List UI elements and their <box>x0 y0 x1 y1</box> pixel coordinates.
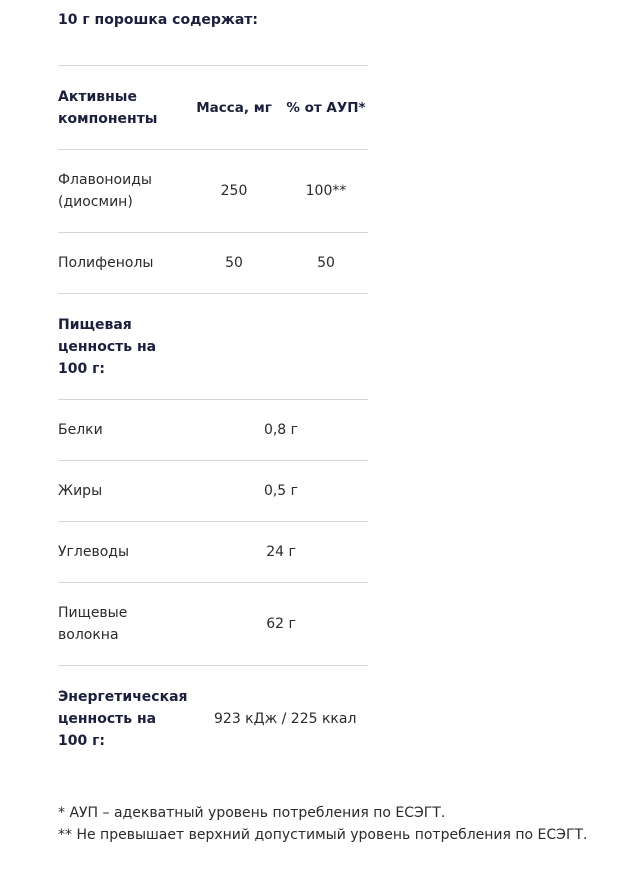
nutrient-name: Белки <box>58 422 103 438</box>
row-mass: 250 <box>220 183 248 199</box>
energy-row <box>58 665 368 771</box>
table-row <box>58 460 368 521</box>
nutrient-value: 0,8 г <box>263 422 299 438</box>
energy-value: 923 кДж / 225 ккал <box>214 710 357 727</box>
header-active-components: Активные компоненты <box>58 88 158 127</box>
nutrition-header: Пищевая ценность на 100 г: <box>58 316 157 377</box>
footnote-aup: * АУП – адекватный уровень потребления по ЕСЭГТ. <box>58 805 446 821</box>
row-mass: 50 <box>225 255 243 271</box>
footnotes <box>58 802 618 846</box>
table-row <box>58 521 368 582</box>
table-row <box>58 232 368 293</box>
table-row <box>58 399 368 460</box>
row-percent: 50 <box>317 255 335 271</box>
energy-label: Энергетическая ценность на 100 г: <box>58 688 188 749</box>
nutrient-value: 24 г <box>266 544 296 560</box>
nutrition-header-row <box>58 293 368 399</box>
nutrient-value: 62 г <box>266 616 296 632</box>
row-name: Полифенолы <box>58 255 154 271</box>
header-mass: Масса, мг <box>196 99 272 116</box>
nutrient-name: Жиры <box>58 483 103 499</box>
row-percent: 100** <box>305 183 347 199</box>
nutrient-name: Пищевые волокна <box>58 605 128 643</box>
nutrient-name: Углеводы <box>58 544 129 560</box>
table-row <box>58 582 368 665</box>
table-header-row <box>58 65 368 149</box>
header-percent: % от АУП* <box>286 99 366 116</box>
section-heading: 10 г порошка содержат: <box>58 12 258 28</box>
footnote-upper-limit: ** Не превышает верхний допустимый уровень потребления по ЕСЭГТ. <box>58 827 588 843</box>
table-row <box>58 149 368 232</box>
nutrient-value: 0,5 г <box>263 483 299 499</box>
composition-table <box>58 65 368 771</box>
row-name: Флавоноиды (диосмин) <box>58 172 152 210</box>
